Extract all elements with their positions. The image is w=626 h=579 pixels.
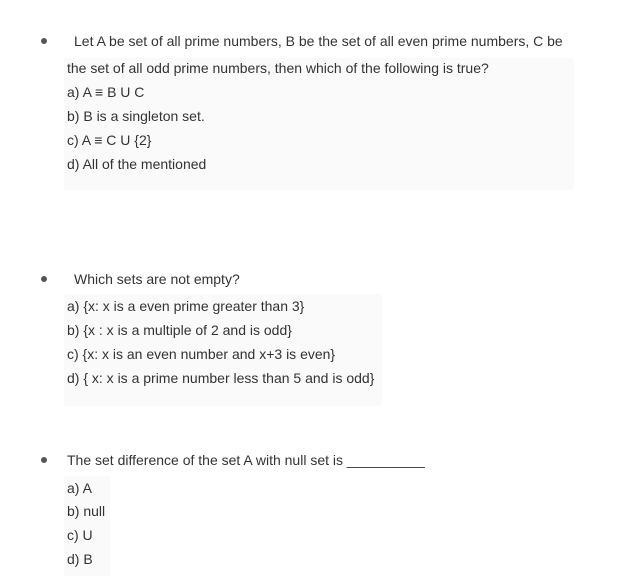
- option-d: d) All of the mentioned: [67, 156, 207, 172]
- option-a: a) {x: x is a even prime greater than 3}: [67, 298, 305, 314]
- bullet-icon: [41, 457, 47, 463]
- question-2-text: Which sets are not empty?: [74, 271, 240, 287]
- question-1-text-line-2: the set of all odd prime numbers, then which of the following is true?: [67, 60, 489, 76]
- question-1-text-line-1: Let A be set of all prime numbers, B be the set of all even prime numbers, C be: [74, 33, 563, 49]
- option-d: d) B: [67, 551, 93, 567]
- question-3-text: The set difference of the set A with null set is __________: [67, 452, 425, 468]
- option-c: c) {x: x is an even number and x+3 is even}: [67, 346, 336, 362]
- option-a: a) A ≡ B U C: [67, 84, 145, 100]
- option-d: d) { x: x is a prime number less than 5 and is odd}: [67, 370, 375, 386]
- option-a: a) A: [67, 480, 92, 496]
- bullet-icon: [41, 38, 47, 44]
- option-b: b) B is a singleton set.: [67, 108, 205, 124]
- option-b: b) null: [67, 503, 106, 519]
- option-c: c) U: [67, 527, 93, 543]
- option-b: b) {x : x is a multiple of 2 and is odd}: [67, 322, 292, 338]
- option-c: c) A ≡ C U {2}: [67, 132, 152, 148]
- bullet-icon: [41, 276, 47, 282]
